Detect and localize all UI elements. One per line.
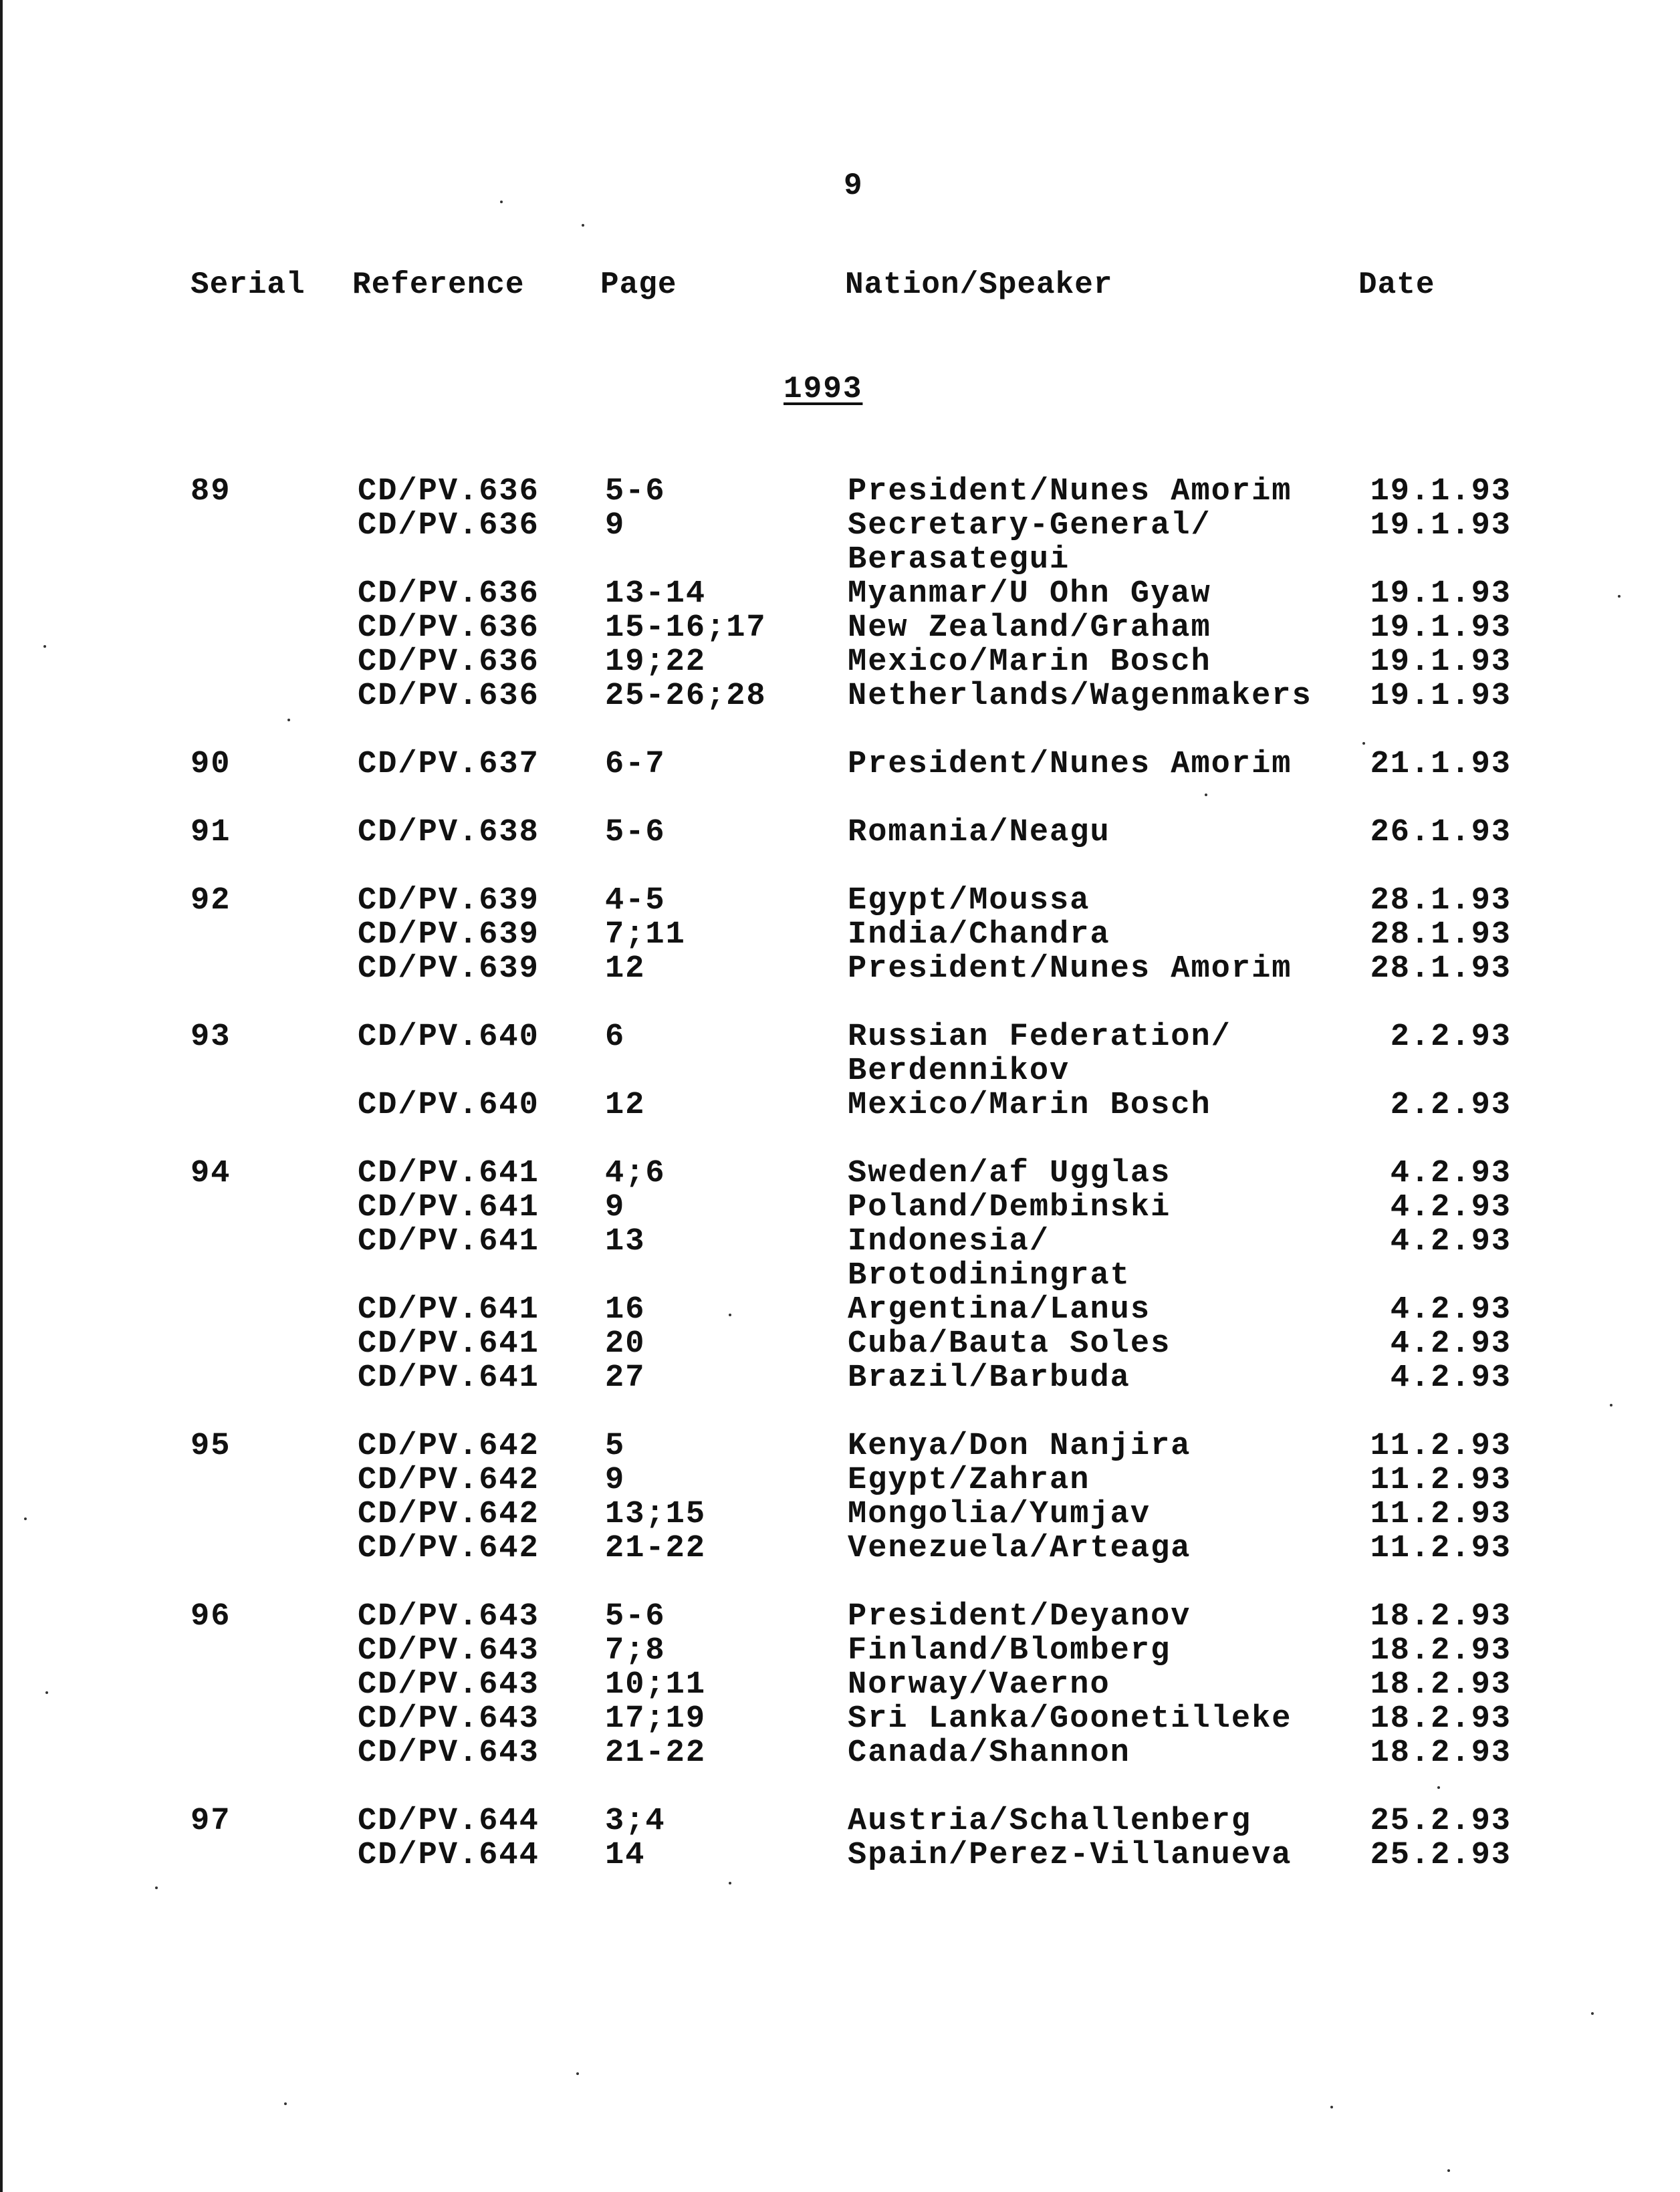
serial-number: 93	[191, 1019, 231, 1055]
reference-cell: CD/PV.640	[358, 1088, 539, 1123]
reference-cell: CD/PV.644	[358, 1804, 539, 1839]
page-cell: 6-7	[605, 747, 666, 782]
serial-number: 97	[191, 1804, 231, 1839]
scan-speck	[43, 645, 46, 648]
page-cell: 20	[605, 1326, 646, 1362]
header-reference: Reference	[352, 267, 525, 302]
date-cell: 18.2.93	[1370, 1735, 1512, 1771]
serial-number: 89	[191, 474, 231, 509]
header-date: Date	[1358, 267, 1435, 302]
date-cell: 28.1.93	[1370, 883, 1512, 919]
date-cell: 19.1.93	[1370, 644, 1512, 680]
date-cell: 18.2.93	[1370, 1667, 1512, 1703]
scan-speck	[1618, 595, 1621, 598]
nation-speaker-cell: India/Chandra	[848, 917, 1110, 953]
nation-speaker-cell: Mongolia/Yumjav	[848, 1497, 1151, 1532]
nation-speaker-cell: Berdennikov	[848, 1054, 1070, 1089]
nation-speaker-cell: Norway/Vaerno	[848, 1667, 1110, 1703]
page-cell: 21-22	[605, 1735, 707, 1771]
reference-cell: CD/PV.639	[358, 883, 539, 919]
year-heading: 1993	[784, 372, 863, 406]
nation-speaker-cell: New Zealand/Graham	[848, 610, 1211, 646]
nation-speaker-cell: Mexico/Marin Bosch	[848, 1088, 1211, 1123]
reference-cell: CD/PV.639	[358, 951, 539, 987]
page-cell: 3;4	[605, 1804, 666, 1839]
date-cell: 19.1.93	[1370, 508, 1512, 543]
reference-cell: CD/PV.642	[358, 1531, 539, 1566]
page-cell: 7;11	[605, 917, 686, 953]
page-cell: 16	[605, 1292, 646, 1328]
date-cell: 28.1.93	[1370, 951, 1512, 987]
scan-speck	[1447, 2169, 1450, 2172]
date-cell: 4.2.93	[1390, 1156, 1512, 1191]
nation-speaker-cell: Sri Lanka/Goonetilleke	[848, 1701, 1292, 1737]
scan-speck	[1330, 2106, 1333, 2108]
scan-speck	[1205, 794, 1207, 796]
serial-number: 90	[191, 747, 231, 782]
date-cell: 25.2.93	[1370, 1838, 1512, 1873]
date-cell: 11.2.93	[1370, 1429, 1512, 1464]
reference-cell: CD/PV.637	[358, 747, 539, 782]
scan-speck	[1610, 1404, 1612, 1407]
nation-speaker-cell: Berasategui	[848, 542, 1070, 578]
scan-left-edge	[0, 0, 3, 2192]
scan-speck	[45, 1691, 48, 1694]
serial-number: 94	[191, 1156, 231, 1191]
page-cell: 27	[605, 1360, 646, 1396]
page-cell: 12	[605, 951, 646, 987]
reference-cell: CD/PV.636	[358, 610, 539, 646]
nation-speaker-cell: Mexico/Marin Bosch	[848, 644, 1211, 680]
nation-speaker-cell: President/Deyanov	[848, 1599, 1191, 1634]
date-cell: 4.2.93	[1390, 1190, 1512, 1225]
reference-cell: CD/PV.641	[358, 1190, 539, 1225]
date-cell: 4.2.93	[1390, 1326, 1512, 1362]
reference-cell: CD/PV.639	[358, 917, 539, 953]
reference-cell: CD/PV.644	[358, 1838, 539, 1873]
page-cell: 14	[605, 1838, 646, 1873]
reference-cell: CD/PV.643	[358, 1735, 539, 1771]
nation-speaker-cell: Myanmar/U Ohn Gyaw	[848, 576, 1211, 612]
date-cell: 26.1.93	[1370, 815, 1512, 850]
reference-cell: CD/PV.643	[358, 1599, 539, 1634]
date-cell: 18.2.93	[1370, 1701, 1512, 1737]
nation-speaker-cell: Venezuela/Arteaga	[848, 1531, 1191, 1566]
nation-speaker-cell: Finland/Blomberg	[848, 1633, 1171, 1669]
date-cell: 4.2.93	[1390, 1224, 1512, 1259]
nation-speaker-cell: President/Nunes Amorim	[848, 951, 1292, 987]
page-number: 9	[844, 168, 862, 203]
scan-speck	[284, 2102, 287, 2105]
date-cell: 11.2.93	[1370, 1463, 1512, 1498]
scan-speck	[729, 1882, 731, 1884]
page-cell: 13	[605, 1224, 646, 1259]
reference-cell: CD/PV.641	[358, 1224, 539, 1259]
scan-speck	[576, 2072, 579, 2075]
scan-speck	[287, 719, 290, 721]
page-cell: 9	[605, 508, 626, 543]
nation-speaker-cell: Poland/Dembinski	[848, 1190, 1171, 1225]
reference-cell: CD/PV.636	[358, 644, 539, 680]
nation-speaker-cell: Argentina/Lanus	[848, 1292, 1151, 1328]
serial-number: 91	[191, 815, 231, 850]
reference-cell: CD/PV.642	[358, 1429, 539, 1464]
date-cell: 2.2.93	[1390, 1088, 1512, 1123]
date-cell: 11.2.93	[1370, 1531, 1512, 1566]
reference-cell: CD/PV.636	[358, 679, 539, 714]
page-cell: 5-6	[605, 1599, 666, 1634]
page-cell: 6	[605, 1019, 626, 1055]
serial-number: 96	[191, 1599, 231, 1634]
scan-speck	[1362, 742, 1365, 745]
header-nation-speaker: Nation/Speaker	[845, 267, 1113, 302]
nation-speaker-cell: Spain/Perez-Villanueva	[848, 1838, 1292, 1873]
page-cell: 10;11	[605, 1667, 707, 1703]
header-page: Page	[600, 267, 677, 302]
nation-speaker-cell: Brotodiningrat	[848, 1258, 1130, 1294]
nation-speaker-cell: Egypt/Zahran	[848, 1463, 1090, 1498]
date-cell: 2.2.93	[1390, 1019, 1512, 1055]
page-cell: 9	[605, 1463, 626, 1498]
date-cell: 21.1.93	[1370, 747, 1512, 782]
page-cell: 7;8	[605, 1633, 666, 1669]
page-cell: 19;22	[605, 644, 707, 680]
page-cell: 13;15	[605, 1497, 707, 1532]
scan-speck	[1591, 2012, 1594, 2015]
page-cell: 12	[605, 1088, 646, 1123]
nation-speaker-cell: Secretary-General/	[848, 508, 1211, 543]
nation-speaker-cell: President/Nunes Amorim	[848, 747, 1292, 782]
page-cell: 5	[605, 1429, 626, 1464]
nation-speaker-cell: Austria/Schallenberg	[848, 1804, 1252, 1839]
serial-number: 92	[191, 883, 231, 919]
date-cell: 4.2.93	[1390, 1292, 1512, 1328]
page-cell: 21-22	[605, 1531, 707, 1566]
page-cell: 9	[605, 1190, 626, 1225]
scan-speck	[24, 1517, 27, 1520]
date-cell: 19.1.93	[1370, 474, 1512, 509]
date-cell: 19.1.93	[1370, 679, 1512, 714]
page-cell: 13-14	[605, 576, 707, 612]
reference-cell: CD/PV.643	[358, 1667, 539, 1703]
reference-cell: CD/PV.643	[358, 1701, 539, 1737]
date-cell: 25.2.93	[1370, 1804, 1512, 1839]
reference-cell: CD/PV.641	[358, 1326, 539, 1362]
reference-cell: CD/PV.642	[358, 1497, 539, 1532]
reference-cell: CD/PV.641	[358, 1292, 539, 1328]
reference-cell: CD/PV.636	[358, 474, 539, 509]
page-cell: 25-26;28	[605, 679, 767, 714]
page-cell: 4-5	[605, 883, 666, 919]
page-cell: 17;19	[605, 1701, 707, 1737]
nation-speaker-cell: Canada/Shannon	[848, 1735, 1130, 1771]
date-cell: 18.2.93	[1370, 1633, 1512, 1669]
nation-speaker-cell: Cuba/Bauta Soles	[848, 1326, 1171, 1362]
reference-cell: CD/PV.636	[358, 576, 539, 612]
scan-speck	[500, 201, 503, 203]
scan-speck	[582, 224, 584, 227]
page-cell: 15-16;17	[605, 610, 767, 646]
reference-cell: CD/PV.643	[358, 1633, 539, 1669]
reference-cell: CD/PV.640	[358, 1019, 539, 1055]
nation-speaker-cell: Indonesia/	[848, 1224, 1050, 1259]
serial-number: 95	[191, 1429, 231, 1464]
reference-cell: CD/PV.638	[358, 815, 539, 850]
date-cell: 28.1.93	[1370, 917, 1512, 953]
nation-speaker-cell: Netherlands/Wagenmakers	[848, 679, 1312, 714]
nation-speaker-cell: Russian Federation/	[848, 1019, 1231, 1055]
scan-speck	[155, 1886, 158, 1889]
nation-speaker-cell: Kenya/Don Nanjira	[848, 1429, 1191, 1464]
scan-speck	[1437, 1786, 1440, 1789]
reference-cell: CD/PV.641	[358, 1156, 539, 1191]
nation-speaker-cell: Egypt/Moussa	[848, 883, 1090, 919]
header-serial: Serial	[191, 267, 306, 302]
date-cell: 18.2.93	[1370, 1599, 1512, 1634]
reference-cell: CD/PV.636	[358, 508, 539, 543]
page-cell: 5-6	[605, 474, 666, 509]
reference-cell: CD/PV.641	[358, 1360, 539, 1396]
scan-speck	[729, 1314, 731, 1316]
nation-speaker-cell: President/Nunes Amorim	[848, 474, 1292, 509]
date-cell: 19.1.93	[1370, 576, 1512, 612]
nation-speaker-cell: Sweden/af Ugglas	[848, 1156, 1171, 1191]
nation-speaker-cell: Brazil/Barbuda	[848, 1360, 1130, 1396]
date-cell: 11.2.93	[1370, 1497, 1512, 1532]
nation-speaker-cell: Romania/Neagu	[848, 815, 1110, 850]
date-cell: 4.2.93	[1390, 1360, 1512, 1396]
page-cell: 5-6	[605, 815, 666, 850]
page-cell: 4;6	[605, 1156, 666, 1191]
date-cell: 19.1.93	[1370, 610, 1512, 646]
reference-cell: CD/PV.642	[358, 1463, 539, 1498]
